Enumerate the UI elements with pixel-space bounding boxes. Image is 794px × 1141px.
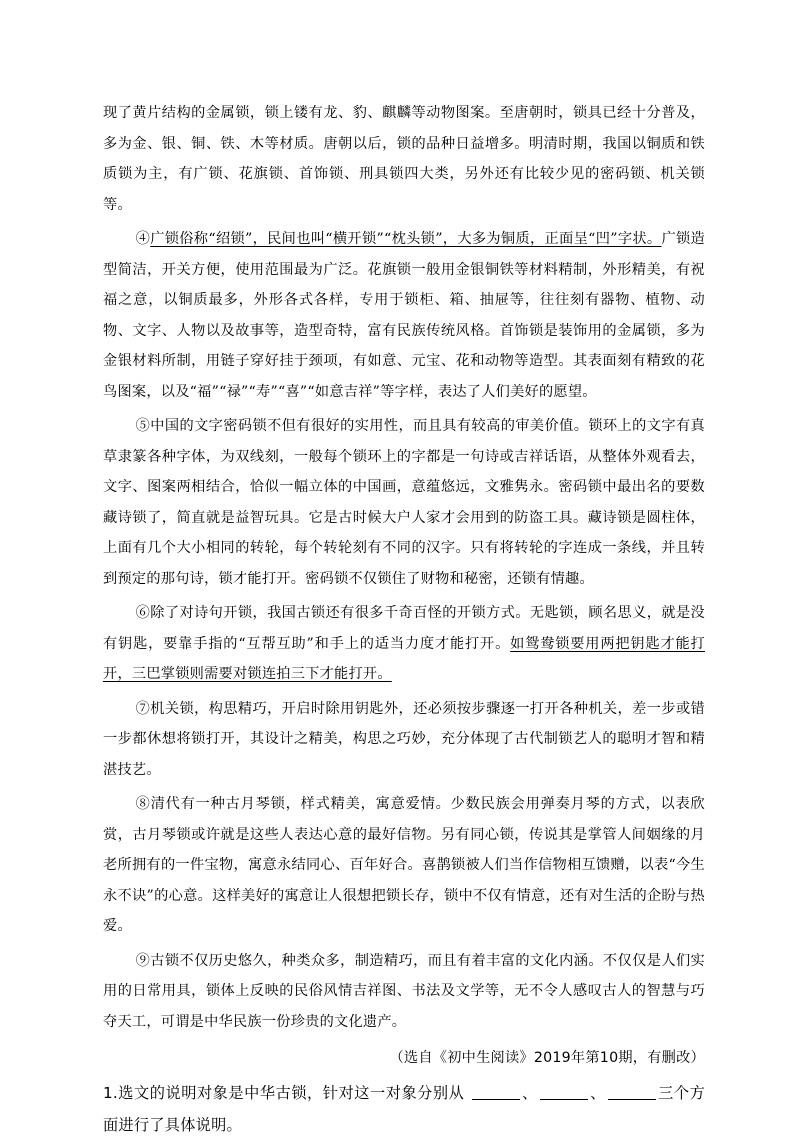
paragraph-7: ⑦机关锁，构思精巧，开启时除用钥匙外，还必须按步骤逐一打开各种机关，差一步或错一步都休想将锁打开，其设计之精美，构思之巧妙，充分体现了古代制锁艺人的聪明才智和精湛技艺。	[103, 700, 705, 778]
answer-blank-2[interactable]	[540, 1084, 588, 1100]
article-body	[103, 98, 705, 1141]
question-text-end: 三个方面进行了具体说明。	[103, 1084, 706, 1134]
answer-blank-1[interactable]	[472, 1084, 520, 1100]
source-citation: （选自《初中生阅读》2019年第10期，有删改）	[389, 1050, 705, 1066]
underlined-sentence: 如鸳鸯锁要用两把钥匙才能打开，三巴掌锁则需要对锁连拍三下才能打开。	[103, 635, 705, 682]
paragraph-3-tail: 现了黄片结构的金属锁，锁上镂有龙、豹、麒麟等动物图案。至唐朝时，锁具已经十分普及，多为金、银、铜、铁、木等材质。唐朝以后，锁的品种日益增多。明清时期，我国以铜质和铁质锁为主，有广锁、花旗锁、首饰锁、刑具锁四大类，另外还有比较少见的密码锁、机关锁等。	[103, 105, 705, 213]
separator: 、	[589, 1084, 606, 1102]
question-1	[103, 1077, 705, 1141]
paragraph-5: ⑤中国的文字密码锁不但有很好的实用性，而且具有较高的审美价值。锁环上的文字有真草隶篆各种字体，为双线刻，一般每个锁环上的字都是一句诗或吉祥话语，从整体外观看去，文字、图案两相结合，恰似一幅立体的中国画，意蕴悠远，文雅隽永。密码锁中最出名的要数藏诗锁了，简直就是益智玩具。它是古时候大户人家才会用到的防盗工具。藏诗锁是圆柱体，上面有几个大小相同的转轮，每个转轮刻有不同的汉字。只有将转轮的字连成一条线，并且转到预定的那句诗，锁才能打开。密码锁不仅锁住了财物和秘密，还锁有情趣。	[103, 418, 705, 587]
paragraph-9: ⑨古锁不仅历史悠久，种类众多，制造精巧，而且有着丰富的文化内涵。不仅仅是人们实用的日常用具，锁体上反映的民俗风情吉祥图、书法及文学等，无不令人感叹古人的智慧与巧夺天工，可谓是中华民族一份珍贵的文化遗产。	[103, 952, 705, 1030]
paragraph-number: ④	[135, 231, 151, 247]
answer-blank-3[interactable]	[608, 1084, 656, 1100]
paragraph-6	[103, 598, 705, 690]
paragraph-4	[103, 224, 705, 407]
paragraph-text: ⑥除了对诗句开锁，我国古锁还有很多千奇百怪的开锁方式。无匙锁，顾名思义，就是没有钥匙，要靠手指的“互帮互助”和手上的适当力度才能打开。	[103, 605, 705, 652]
separator: 、	[521, 1084, 538, 1102]
paragraph-8: ⑧清代有一种古月琴锁，样式精美，寓意爱情。少数民族会用弹奏月琴的方式，以表欣赏，古月琴锁或许就是这些人表达心意的最好信物。另有同心锁，传说其是掌管人间姻缘的月老所拥有的一件宝物，寓意永结同心、百年好合。喜鹊锁被人们当作信物相互馈赠，以表“今生永不诀”的心意。这样美好的寓意让人很想把锁长存，锁中不仅有情意，还有对生活的企盼与热爱。	[103, 796, 705, 934]
question-text: 1.选文的说明对象是中华古锁，针对这一对象分别从	[103, 1084, 465, 1102]
underlined-sentence: 广锁俗称“绍锁”，民间也叫“横开锁”“枕头锁”，大多为铜质，正面呈“凹”字状。	[150, 231, 662, 247]
paragraph-text: 广锁造型简洁，开关方便，使用范围最为广泛。花旗锁一般用金银铜铁等材料精制，外形精美，有祝福之意，以铜质最多，外形各式各样，专用于锁柜、箱、抽屉等，往往刻有器物、植物、动物、文字、人物以及故事等，造型奇特，富有民族传统风格。首饰锁是装饰用的金属锁，多为金银材料所制，用链子穿好挂于颈项，有如意、元宝、花和动物等造型。其表面刻有精致的花鸟图案，以及“福”“禄”“寿”“喜”“如意吉祥”等字样，表达了人们美好的愿望。	[103, 231, 705, 400]
